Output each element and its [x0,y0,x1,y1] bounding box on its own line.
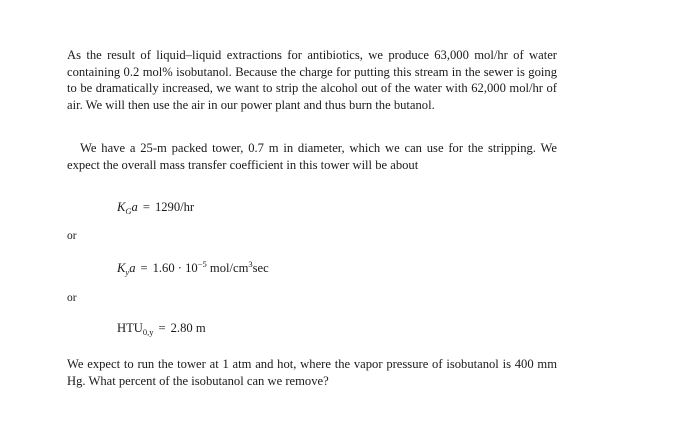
eq2-mantissa: 1.60 · 10 [152,261,198,275]
or-separator-1: or [67,230,77,242]
eq2-unit: mol/cm [209,261,249,275]
problem-paragraph-intro: As the result of liquid–liquid extractions for antibiotics, we produce 63,000 mol/hr of water containing 0.2 mol% isobutanol. Because the charge for putting this stream in the sewer is going to be dramatically increased, we want to strip the alcohol out of the water with 62,000 mol/hr of air. We will then use the air in our power plant and thus burn the butanol. [67,48,557,112]
eq1-operator: = [142,200,150,214]
eq3-subscript: 0,y [142,327,154,337]
eq2-tail: a [129,261,136,275]
eq2-unit-exponent: 3 [248,259,253,269]
equation-htu [117,320,206,336]
eq3-operator: = [158,321,166,335]
eq1-subscript: G [125,206,132,216]
eq2-exponent: −5 [197,259,207,269]
eq3-symbol: HTU [117,321,143,335]
equation-kya [117,260,269,276]
or-separator-2: or [67,292,77,304]
eq1-symbol: K [117,200,126,214]
eq2-symbol: K [117,261,126,275]
eq2-subscript: y [125,267,130,277]
eq2-unit-tail: sec [252,261,269,275]
eq1-tail: a [131,200,138,214]
eq2-operator: = [140,261,148,275]
problem-paragraph-tower: We have a 25-m packed tower, 0.7 m in diameter, which we can use for the stripping. We expect the overall mass transfer coefficient in this tower will be about [67,141,557,172]
problem-paragraph-question: We expect to run the tower at 1 atm and hot, where the vapor pressure of isobutanol is 400 mm Hg. What percent of the isobutanol can we remove? [67,357,557,388]
equation-kga [117,199,194,215]
eq3-value: 2.80 m [170,321,206,335]
eq1-value: 1290/hr [154,200,195,214]
